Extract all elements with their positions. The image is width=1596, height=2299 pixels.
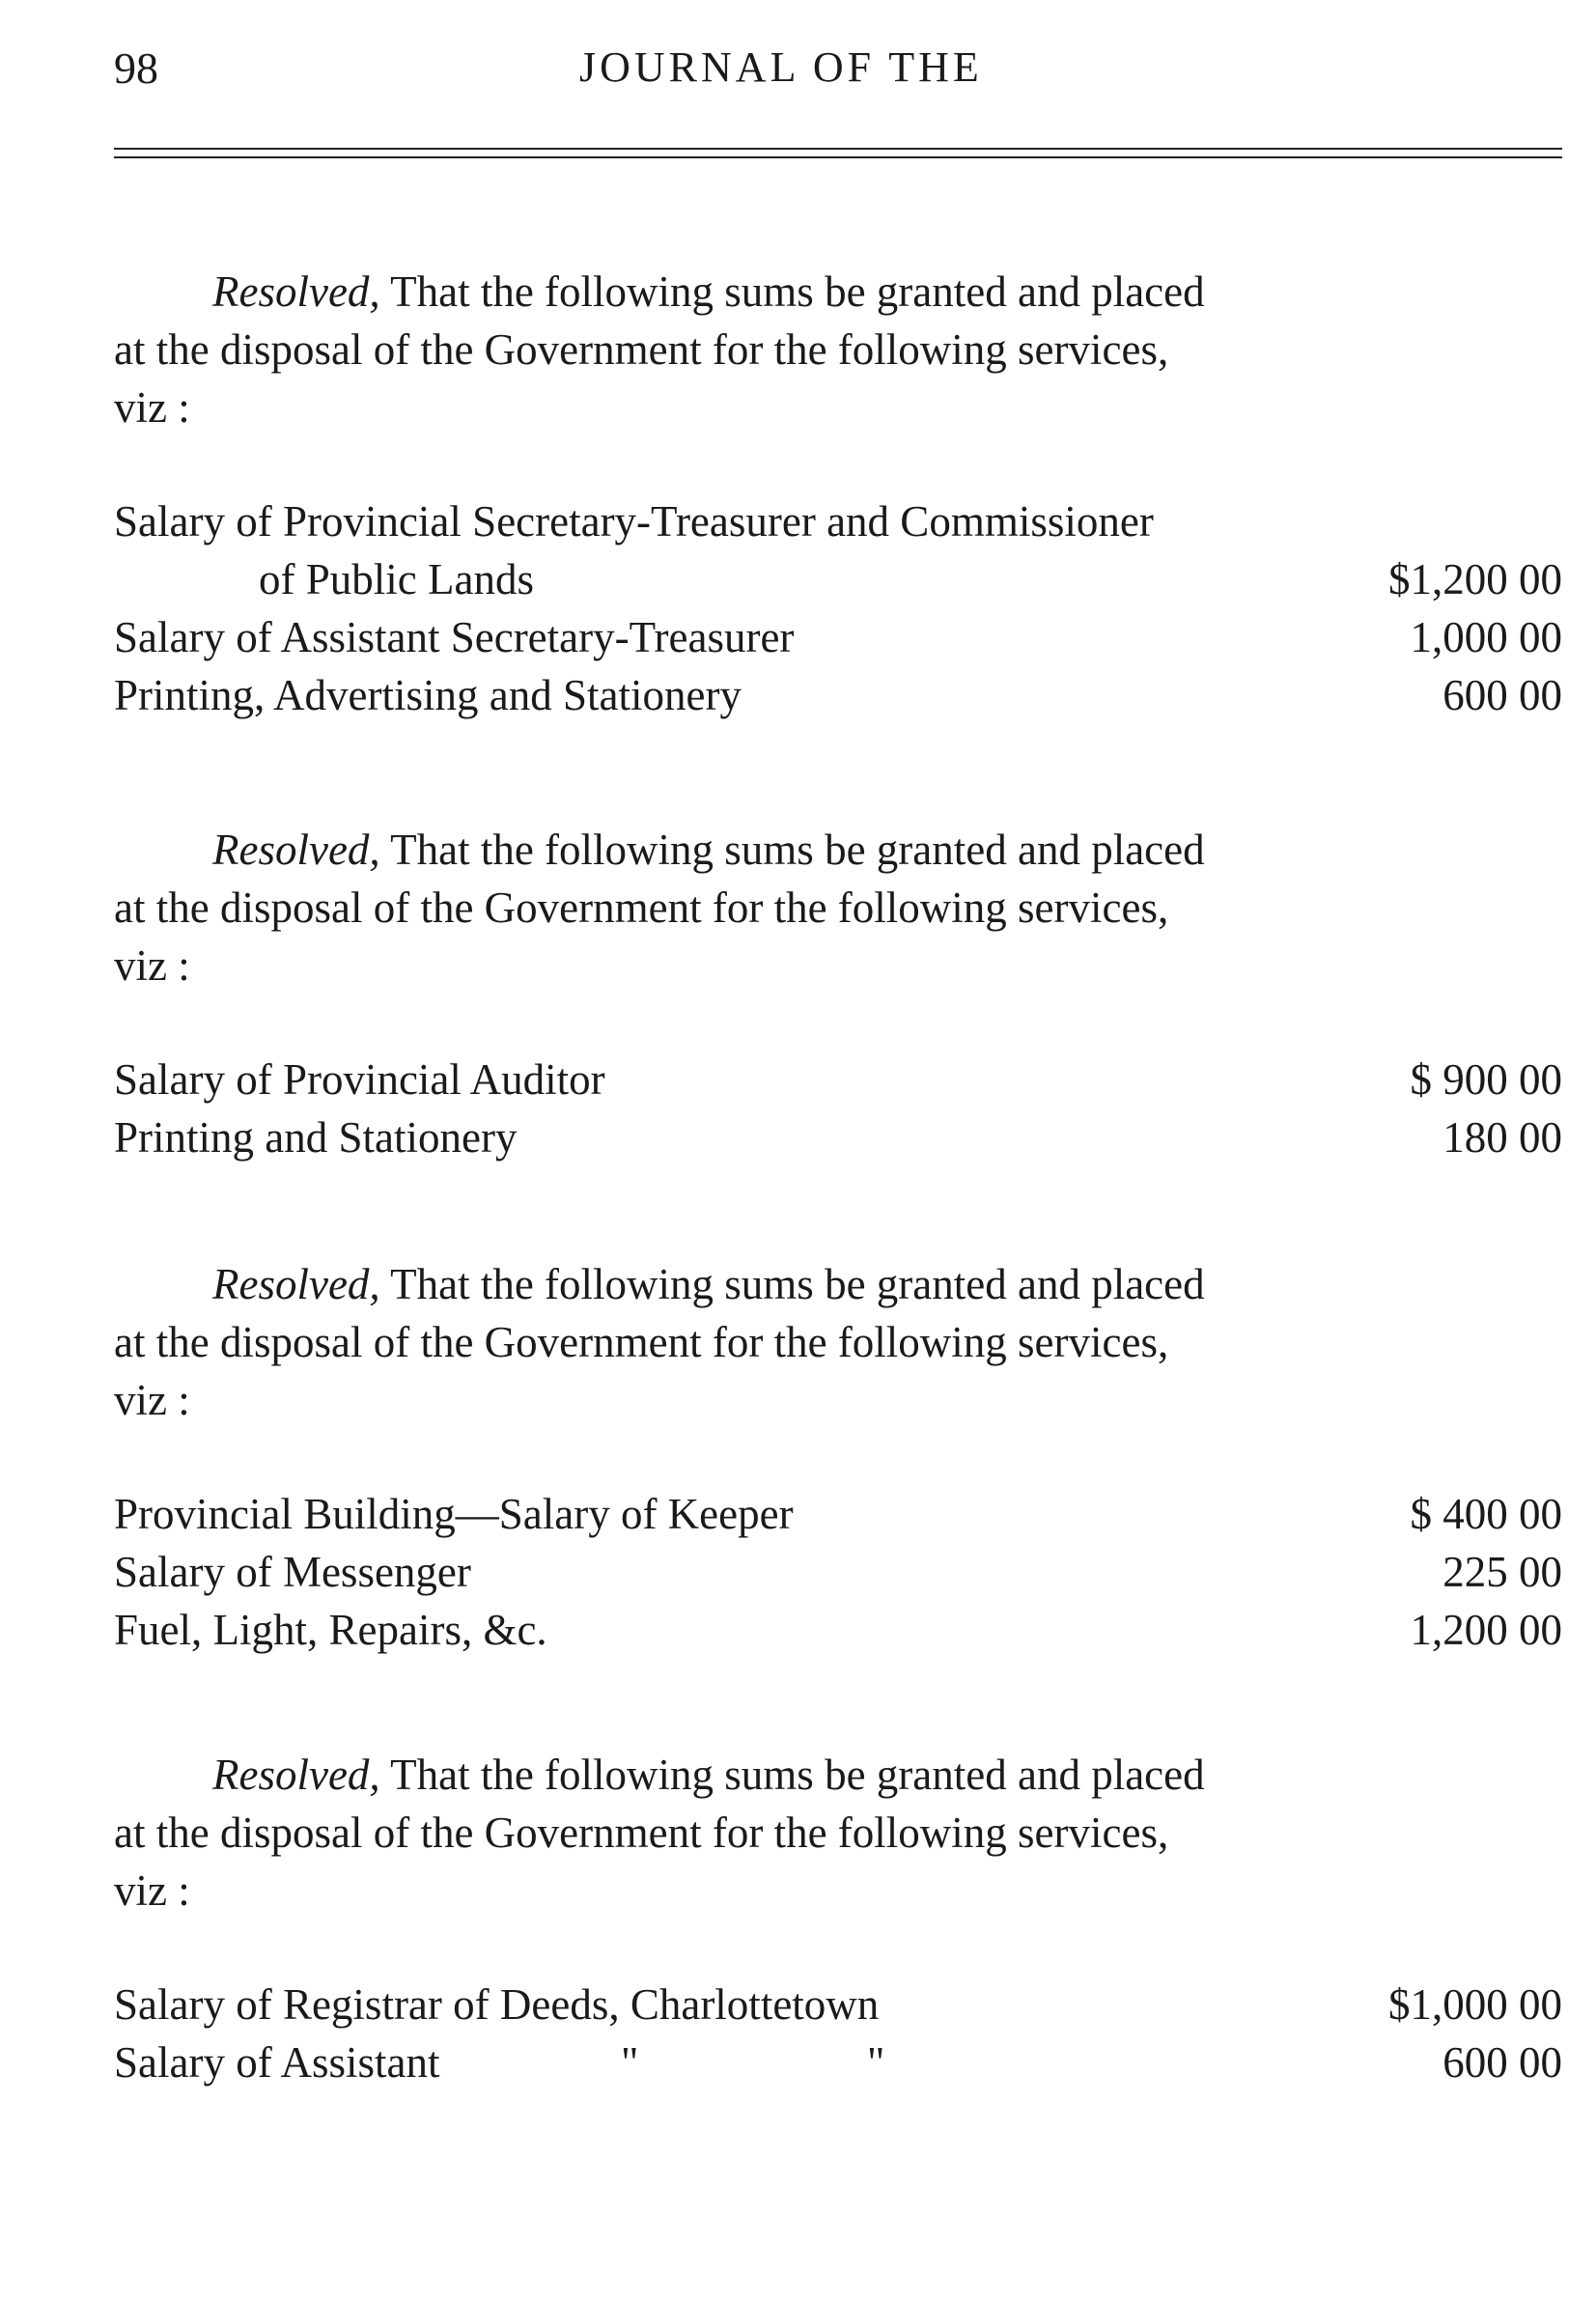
item-label: Salary of Assistant Secretary-Treasurer — [114, 613, 795, 661]
item-label: Salary of Provincial Secretary-Treasurer and Commissioner — [114, 497, 1154, 546]
item-amount: 1,000 00 — [1410, 613, 1562, 661]
appropriation-list — [114, 1976, 1562, 2091]
header-rule-top — [114, 148, 1562, 150]
list-item — [114, 2033, 1562, 2091]
resolution-text-line2: at the disposal of the Government for the following services, — [114, 1808, 1169, 1857]
list-item — [114, 1485, 1562, 1543]
ditto-mark: " — [621, 2038, 639, 2087]
item-amount: 180 00 — [1442, 1113, 1562, 1162]
list-item — [114, 1051, 1562, 1108]
item-label: of Public Lands — [259, 555, 534, 603]
running-title: JOURNAL OF THE — [579, 43, 983, 91]
item-label: Salary of Provincial Auditor — [114, 1055, 605, 1104]
item-label: Provincial Building—Salary of Keeper — [114, 1490, 794, 1538]
resolution-text: That the following sums be granted and placed — [390, 1260, 1205, 1308]
appropriation-list — [114, 1051, 1562, 1166]
resolution-section-1 — [114, 263, 1562, 724]
resolution-paragraph — [114, 821, 1369, 995]
appropriation-list — [114, 1485, 1562, 1659]
item-label: Salary of Registrar of Deeds, Charlottetown — [114, 1980, 880, 2029]
list-item — [114, 1976, 1562, 2033]
resolved-label: Resolved, — [212, 1260, 380, 1308]
resolution-text: That the following sums be granted and placed — [390, 1751, 1205, 1799]
resolution-text: That the following sums be granted and placed — [390, 826, 1205, 874]
list-item — [114, 492, 1562, 550]
resolved-label: Resolved, — [212, 1751, 380, 1799]
item-label: Fuel, Light, Repairs, &c. — [114, 1606, 547, 1654]
resolution-text-line2: at the disposal of the Government for the following services, — [114, 325, 1169, 374]
appropriation-list — [114, 492, 1562, 724]
item-label: Printing, Advertising and Stationery — [114, 671, 742, 719]
list-item — [114, 1543, 1562, 1601]
page-number: 98 — [114, 43, 158, 93]
item-label: Salary of Messenger — [114, 1548, 471, 1596]
item-amount: $ 400 00 — [1410, 1490, 1562, 1538]
item-amount: $ 900 00 — [1410, 1055, 1562, 1104]
resolution-paragraph — [114, 1255, 1369, 1429]
resolution-section-2 — [114, 821, 1562, 1166]
item-label: Salary of Assistant — [114, 2038, 440, 2087]
resolution-viz: viz : — [114, 941, 190, 990]
item-amount: $1,200 00 — [1388, 555, 1562, 603]
resolution-viz: viz : — [114, 1866, 190, 1915]
resolution-text-line2: at the disposal of the Government for the following services, — [114, 1318, 1169, 1366]
item-amount: $1,000 00 — [1388, 1980, 1562, 2029]
resolution-viz: viz : — [114, 383, 190, 432]
resolved-label: Resolved, — [212, 267, 380, 316]
resolution-text: That the following sums be granted and placed — [390, 267, 1205, 316]
list-item — [114, 1108, 1562, 1166]
resolution-text-line2: at the disposal of the Government for the following services, — [114, 883, 1169, 932]
resolved-label: Resolved, — [212, 826, 380, 874]
item-label: Printing and Stationery — [114, 1113, 518, 1162]
resolution-section-4 — [114, 1746, 1562, 2091]
ditto-mark: " — [867, 2038, 885, 2087]
page-header — [114, 42, 1562, 100]
resolution-paragraph — [114, 1746, 1369, 1920]
item-amount: 1,200 00 — [1410, 1606, 1562, 1654]
item-amount: 600 00 — [1442, 2038, 1562, 2087]
resolution-paragraph — [114, 263, 1369, 436]
header-rule-bottom — [114, 156, 1562, 158]
list-item — [114, 608, 1562, 666]
list-item — [114, 666, 1562, 724]
item-amount: 600 00 — [1442, 671, 1562, 719]
list-item — [114, 1601, 1562, 1659]
list-item — [114, 550, 1562, 608]
item-amount: 225 00 — [1442, 1548, 1562, 1596]
resolution-viz: viz : — [114, 1376, 190, 1424]
resolution-section-3 — [114, 1255, 1562, 1659]
